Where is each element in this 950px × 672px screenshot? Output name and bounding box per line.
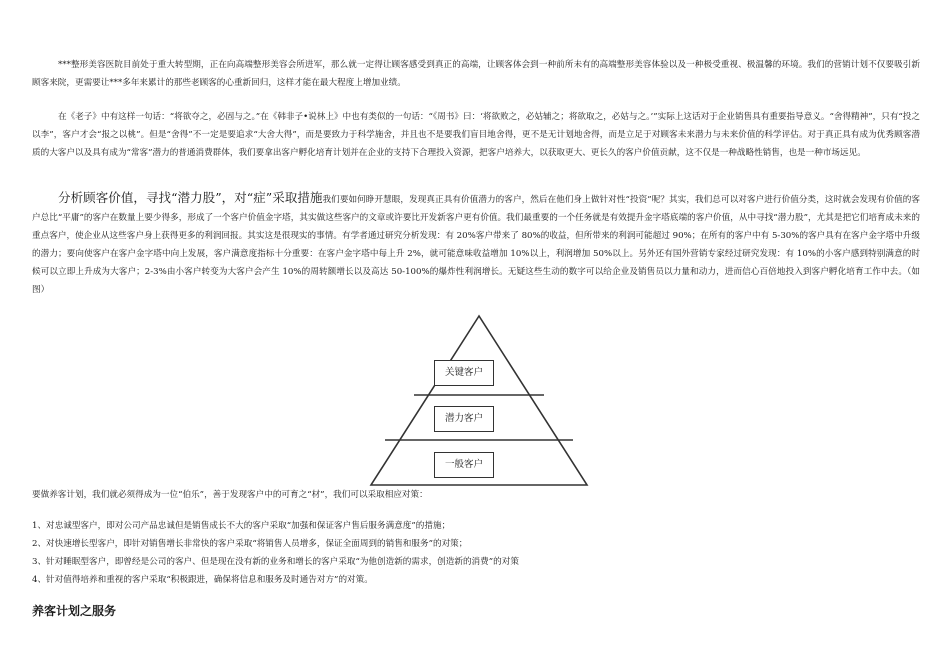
section-heading: 养客计划之服务: [32, 604, 117, 618]
pyramid-tier-potential-customers: 潜力客户: [434, 406, 494, 432]
pyramid-tier-general-customers: 一般客户: [434, 452, 494, 478]
strategy-item-fast-growth: 2、对快速增长型客户，即针对销售增长非常快的客户采取“将销售人员增多，保证全面周到的销售和服务”的对策；: [32, 539, 468, 549]
strategy-item-loyal: 1、对忠诚型客户，即对公司产品忠诚但是销售成长不大的客户采取“加强和保证客户售后服务满意度”的措施；: [32, 521, 451, 531]
paragraph-lead-heading: 分析顾客价值，寻找“潜力股”，对“症”采取措施: [58, 190, 323, 205]
pyramid-tier-key-customers: 关键客户: [434, 360, 494, 386]
strategy-intro: 要做养客计划，我们就必须得成为一位“伯乐”，善于发现客户中的可育之“材”，我们可以采取相应对策：: [32, 490, 428, 500]
paragraph-laozi: 在《老子》中有这样一句话：“将欲夺之，必固与之。”在《韩非子•说林上》中也有类似的一句话：“《周书》曰：‘将欲败之，必姑辅之；将欲取之，必姑与之。’”实际上这话对于企业销售具有重要指导意义。“舍得精神”，只有“投之以李”，客户才会“报之以桃”。但是“舍得”不一定是要追求“大舍大得”，而是要致力于科学施舍，并且也不是要我们盲目地舍得，更不是无计划地舍得，而是立足于对顾客未来潜力与未来价值的科学评估。对于真正具有成为优秀顾客潜质的大客户以及具有成为“常客”潜力的普通消费群体，我们要拿出客户孵化培育计划并在企业的支持下合理投入资源，把客户培养大，以获取更大、更长久的客户价值贡献，这不仅是一种战略性销售，也是一种市场远见。: [32, 112, 920, 158]
strategy-item-worth-cultivating: 4、针对值得培养和重视的客户采取“积极跟进，确保将信息和服务及时通告对方”的对策。: [32, 575, 373, 585]
strategy-item-dormant: 3、针对睡眠型客户，即曾经是公司的客户、但是现在没有新的业务和增长的客户采取“为他创造新的需求，创造新的消费”的对策: [32, 557, 519, 567]
paragraph-customer-value: [32, 189, 920, 299]
customer-value-pyramid: [368, 313, 590, 489]
paragraph-body: 我们要如何睁开慧眼，发现真正具有价值潜力的客户，然后在他们身上做针对性“投资”呢？其实，我们总可以对客户进行价值分类，这时就会发现有价值的客户总比“平庸”的客户在数量上要少得多，形成了一个客户价值金字塔，其实做这些客户的文章或许要比开发新客户更有价值。我们最重要的一个任务就是有效提升金字塔底端的客户价值，从中寻找“潜力股”，尤其是把它们培育成未来的重点客户，使企业从这些客户身上获得更多的利润回报。其实这是很现实的事情。有学者通过研究分析发现：有 20%客户带来了 80%的收益，但所带来的利润可能超过 90%；在所有的客户中有 5-30%的客户具有在客户金字塔中升级的潜力；要向使客户在客户金字塔中向上发展，客户满意度指标十分重要：在客户金字塔中每上升 2%，就可能意味收益增加 10%以上，利润增加 50%以上。另外还有国外营销专家经过研究发现：有 10%的小客户感到特别满意的时候可以立即上升成为大客户；2-3%由小客户转变为大客户会产生 10%的周转额增长以及高达 50-100%的爆炸性利润增长。无疑这些生动的数字可以给企业及销售员以力量和动力，进而信心百倍地投入到客户孵化培育工作中去。（如图）: [32, 195, 921, 295]
paragraph-transformation: ***整形美容医院目前处于重大转型期，正在向高端整形美容会所进军，那么就一定得让顾客感受到真正的高端，让顾客体会到一种前所未有的高端整形美容体验以及一种极受重视、极温馨的环境。我们的营销计划不仅要吸引新顾客来院，更需要让***多年来累计的那些老顾客的心重新回归，这样才能在最大程度上增加业绩。: [32, 60, 920, 88]
